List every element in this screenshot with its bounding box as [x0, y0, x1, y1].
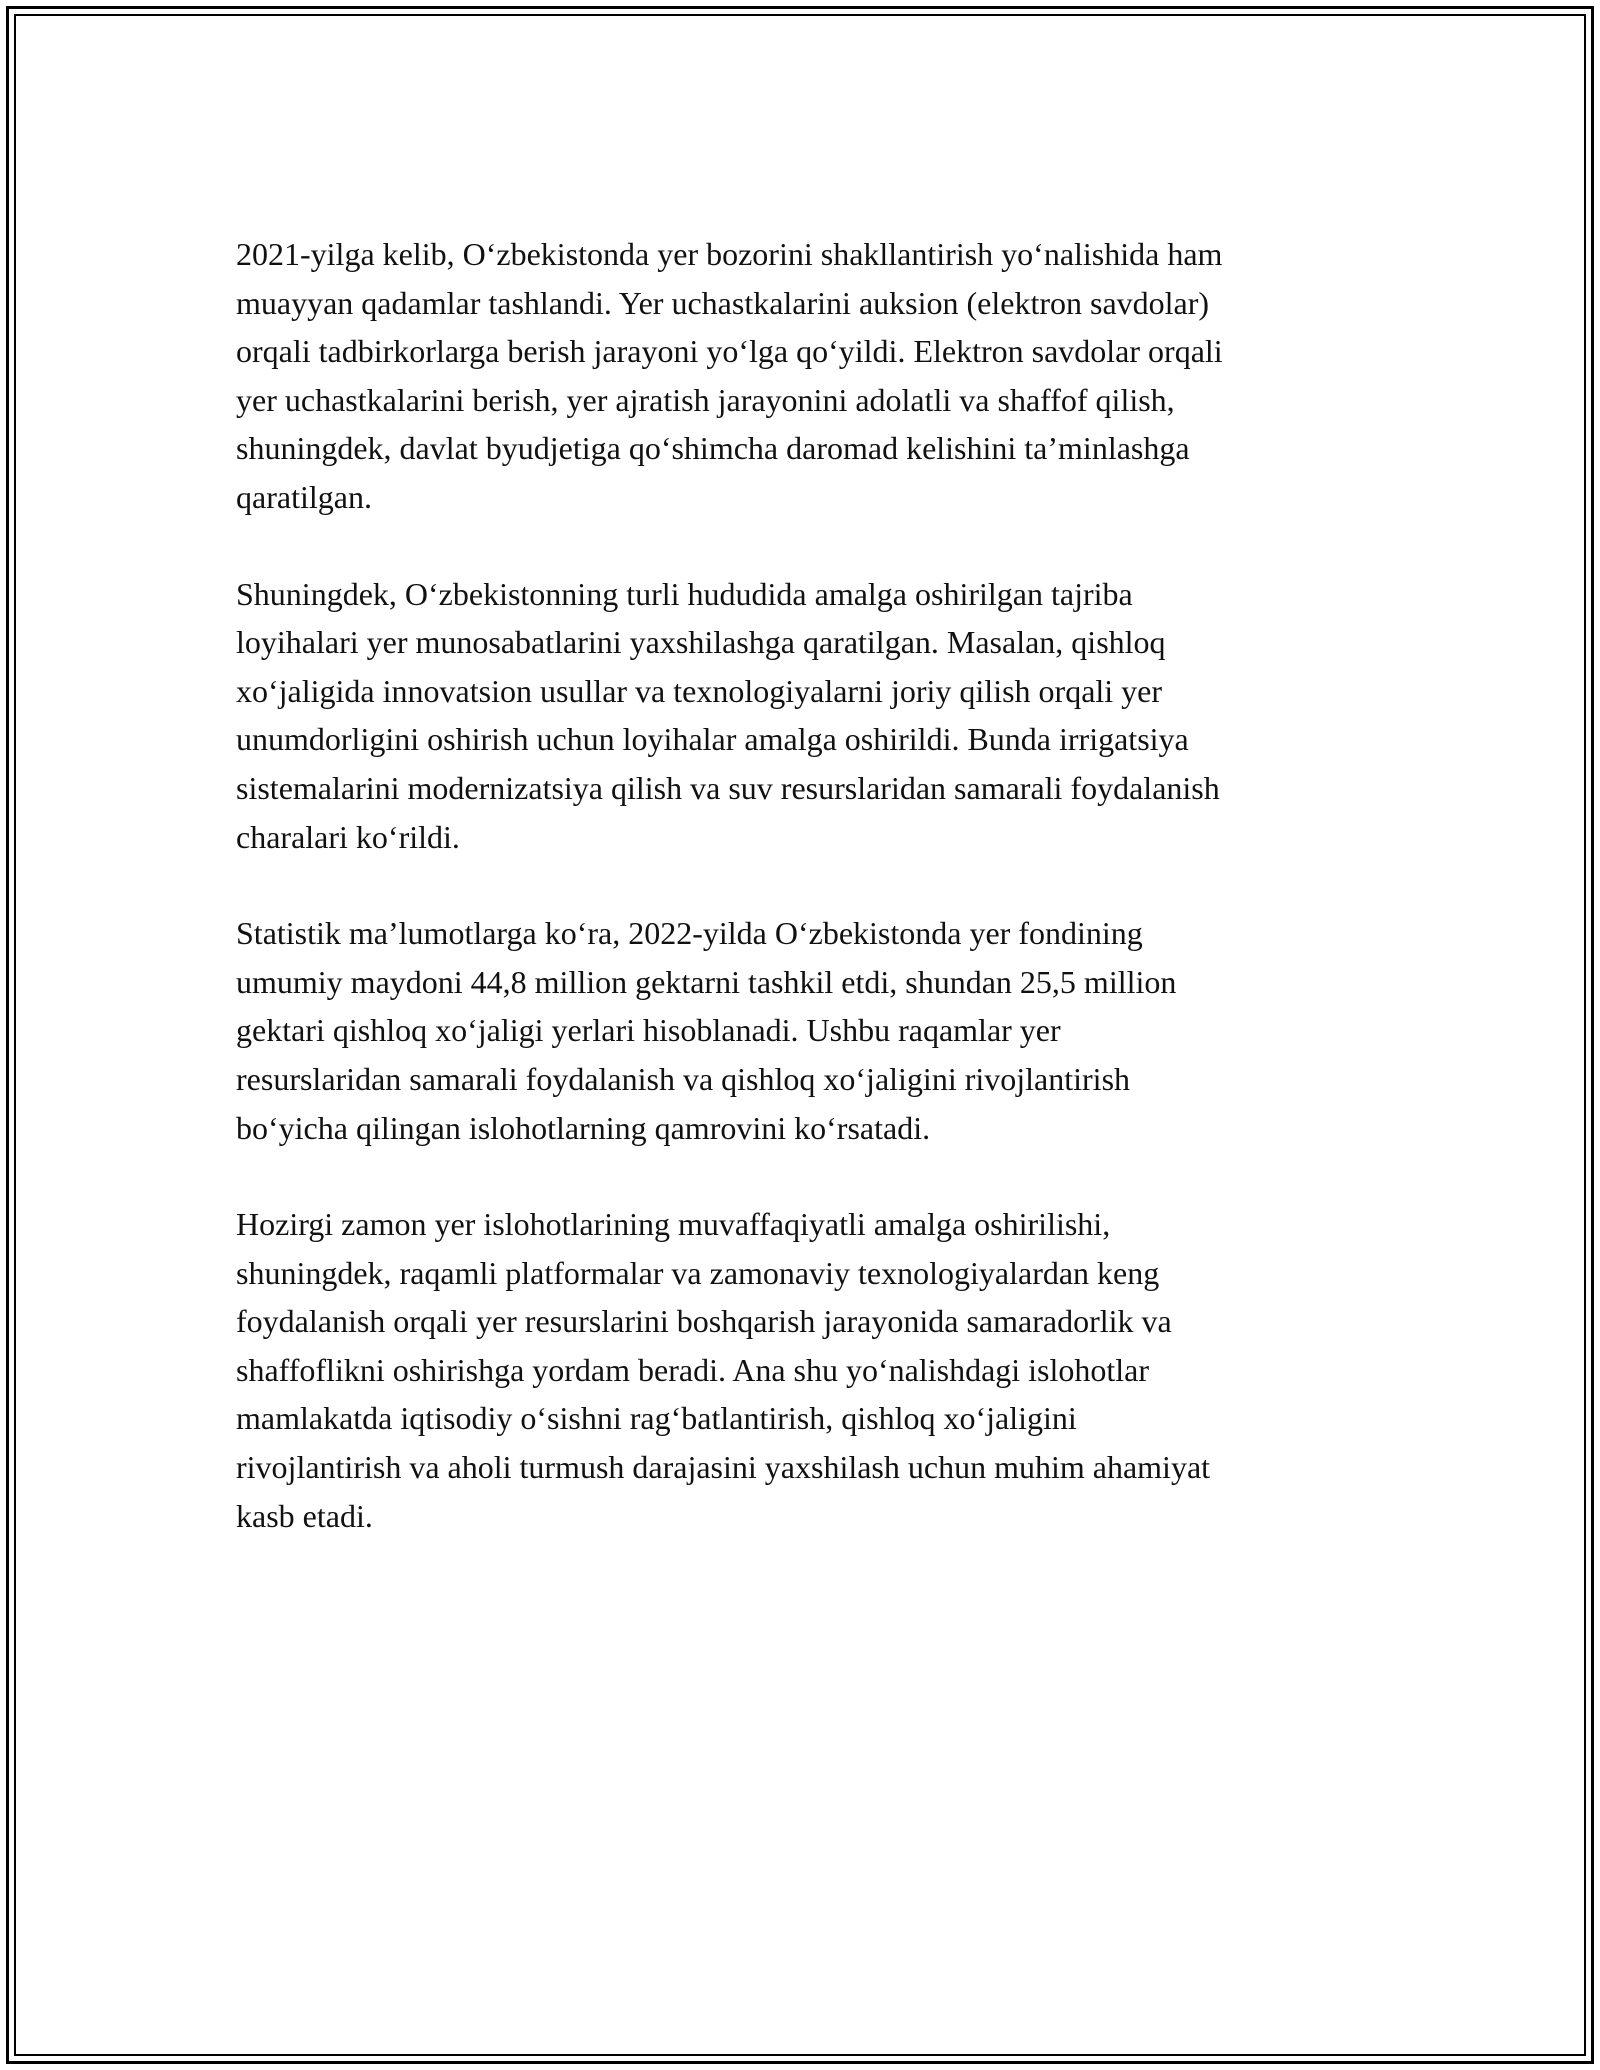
paragraph-pilot-projects: Shuningdek, O‘zbekistonning turli hududida amalga oshirilgan tajriba loyihalari yer munosabatlarini yaxshilashga qaratilgan. Masalan, qishloq xo‘jaligida innovatsion usullar va texnologiyalarni joriy qilish orqali yer unumdorligini oshirish uchun loyihalar amalga oshirildi. Bunda irrigatsiya sistemalarini modernizatsiya qilish va suv resurslaridan samarali foydalanish charalari ko‘rildi.	[236, 575, 1220, 855]
paragraph-land-market: 2021-yilga kelib, O‘zbekistonda yer bozorini shakllantirish yo‘nalishida ham muayyan qadamlar tashlandi. Yer uchastkalarini auksion (elektron savdolar) orqali tadbirkorlarga berish jarayoni yo‘lga qo‘yildi. Elektron savdolar orqali yer uchastkalarini berish, yer ajratish jarayonini adolatli va shaffof qilish, shuningdek, davlat byudjetiga qo‘shimcha daromad kelishini ta’minlashga qaratilgan.	[236, 236, 1223, 515]
document-body	[236, 230, 1386, 1588]
paragraph-statistics: Statistik ma’lumotlarga ko‘ra, 2022-yilda O‘zbekistonda yer fondining umumiy maydoni 44,8 million gektarni tashkil etdi, shundan 25,5 million gektari qishloq xo‘jaligi yerlari hisoblanadi. Ushbu raqamlar yer resurslaridan samarali foydalanish va qishloq xo‘jaligini rivojlantirish bo‘yicha qilingan islohotlarning qamrovini ko‘rsatadi.	[236, 915, 1177, 1146]
paragraph-conclusion: Hozirgi zamon yer islohotlarining muvaffaqiyatli amalga oshirilishi, shuningdek, raqamli platformalar va zamonaviy texnologiyalardan keng foydalanish orqali yer resurslarini boshqarish jarayonida samaradorlik va shaffoflikni oshirishga yordam beradi. Ana shu yo‘nalishdagi islohotlar mamlakatda iqtisodiy o‘sishni rag‘batlantirish, qishloq xo‘jaligini rivojlantirish va aholi turmush darajasini yaxshilash uchun muhim ahamiyat kasb etadi.	[236, 1206, 1211, 1534]
